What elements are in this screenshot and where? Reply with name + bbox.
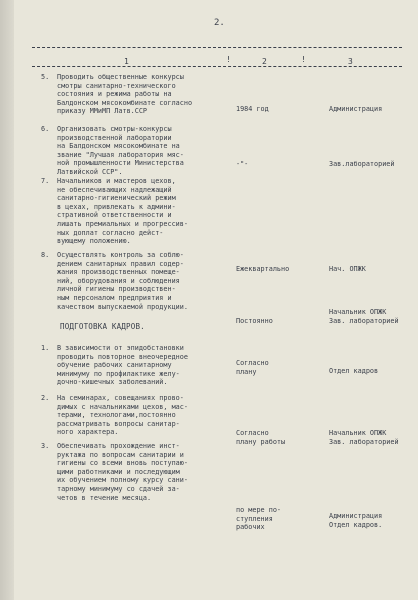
header-rule-top — [32, 47, 402, 48]
header-rule-bottom — [32, 66, 402, 67]
item-responsible: Начальник ОПЖК Зав. лабораторией — [329, 429, 399, 446]
binding-edge — [0, 0, 14, 600]
item-text: Начальников и мастеров цехов, не обеспечивающих надлежащий санитарно-гигиенический режим в цехах, привлекать к админи- стративной ответственности и лишать премиальных и прогрессив- ных доплат согласно дейст- вующему положению. — [57, 177, 188, 246]
item-deadline: -"- — [236, 160, 249, 168]
item-deadline: Согласно плану работы — [236, 429, 286, 446]
item-number: 5. — [41, 73, 50, 81]
item-text: Проводить общественные конкурсы смотры санитарно-технического состояния и режима работы на Балдонском мясокомбинате согласно приказу ММиМП Латв.ССР — [57, 73, 193, 116]
header-col-2: 2 — [262, 57, 267, 66]
header-separator: ! — [301, 55, 306, 64]
item-text: В зависимости от эпидобстановки проводить повторное внеочередное обучение рабочих санитарному минимуму по профилактике желу- дочно-кишечных заболеваний. — [57, 344, 188, 387]
item-text: Организовать смотры-конкурсы производственной лаборатории на Балдонском мясокомбинате на звание "Лучшая лаборатория мяс- ной промышленности Министерства Латвийской ССР". — [57, 125, 184, 176]
item-responsible: Администрация — [329, 105, 383, 113]
header-col-1: 1 — [124, 57, 129, 66]
page-number: 2. — [214, 18, 225, 28]
item-deadline: по мере по- ступления рабочих — [236, 506, 282, 532]
item-text: Осуществлять контроль за соблю- дением санитарных правил содер- жания производственных помеще- ний, оборудования и соблюдения личной гигиены производствен- ным персоналом предприятия и качеством выпускаемой продукции. — [57, 251, 188, 311]
item-number: 7. — [41, 177, 50, 185]
item-deadline: 1984 год — [236, 105, 269, 113]
item-number: 6. — [41, 125, 50, 133]
item-responsible: Зав.лабораторией — [329, 160, 395, 168]
item-number: 8. — [41, 251, 50, 259]
item-responsible: Отдел кадров — [329, 367, 379, 375]
item-number: 2. — [41, 394, 50, 402]
item-number: 3. — [41, 442, 50, 450]
header-col-3: 3 — [348, 57, 353, 66]
item-responsible: Нач. ОПЖК Начальник ОПЖК Зав. лабораторией — [329, 265, 399, 325]
item-responsible: Администрация Отдел кадров. — [329, 512, 383, 529]
header-separator: ! — [226, 55, 231, 64]
item-text: Обеспечивать прохождение инст- руктажа по вопросам санитарии и гигиены со всеми вновь поступаю- щими работниками и последующим их обучением полному курсу сани- тарному минимуму со сдачей за- четов в течение месяца. — [57, 442, 188, 502]
item-text: На семинарах, совещаниях прово- димых с начальниками цехов, мас- терами, технологами,постоянно рассматривать вопросы санитар- ного характера. — [57, 394, 188, 437]
section-title: ПОДГОТОВКА КАДРОВ. — [60, 322, 145, 331]
item-deadline: Согласно плану — [236, 359, 269, 376]
item-number: 1. — [41, 344, 50, 352]
item-deadline: Ежеквартально Постоянно — [236, 265, 290, 325]
